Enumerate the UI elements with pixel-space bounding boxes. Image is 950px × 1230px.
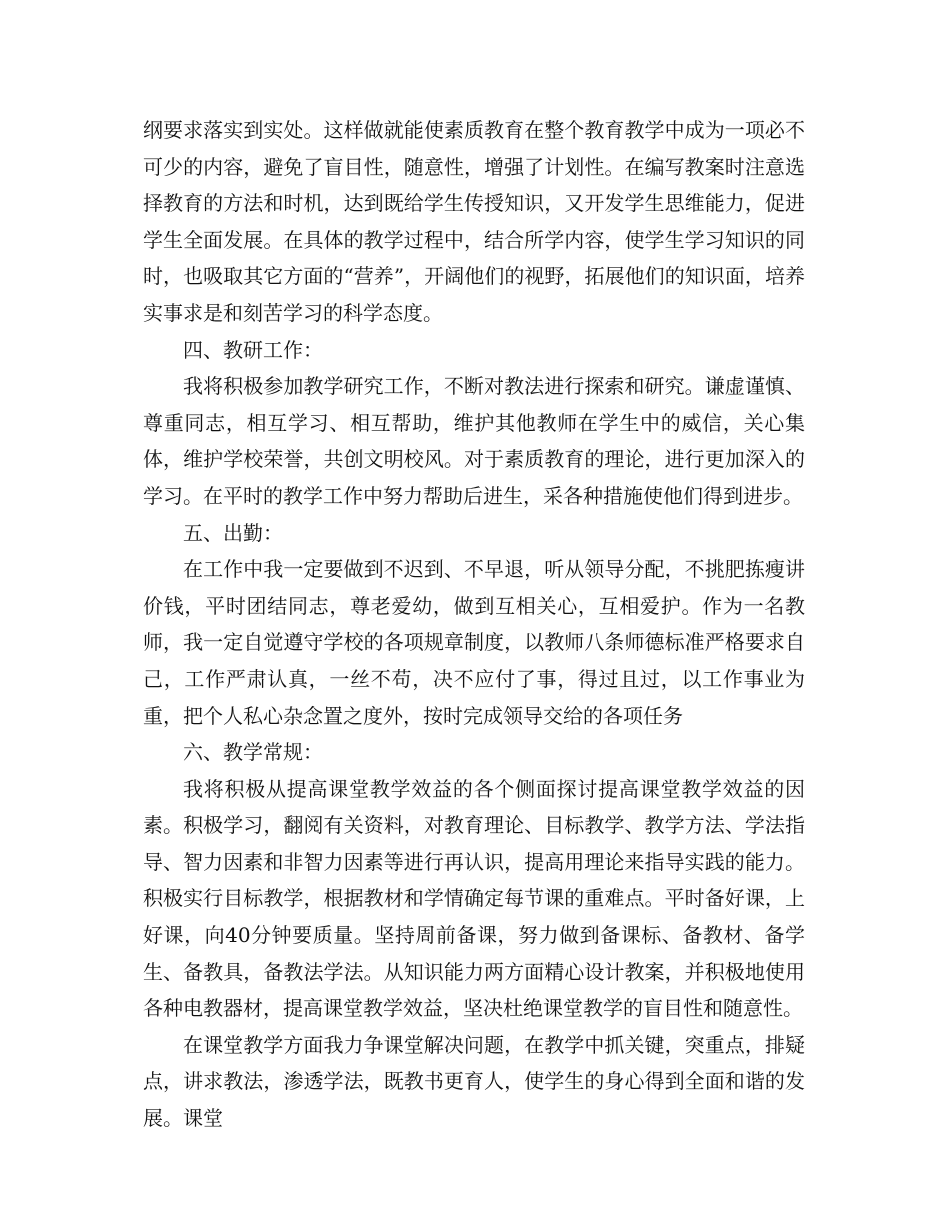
paragraph: 在课堂教学方面我力争课堂解决问题，在教学中抓关键，突重点，排疑点，讲求教法，渗透学法，既教书更育人，使学生的身心得到全面和谐的发展。课堂: [143, 1032, 805, 1131]
paragraph: 在工作中我一定要做到不迟到、不早退，听从领导分配，不挑肥拣瘦讲价钱，平时团结同志，尊老爱幼，做到互相关心，互相爱护。作为一名教师，我一定自觉遵守学校的各项规章制度，以教师八条师德标准严格要求自己，工作严肃认真，一丝不苟，决不应付了事，得过且过，以工作事业为重，把个人私心杂念置之度外，按时完成领导交给的各项任务: [143, 557, 805, 728]
paragraph: 纲要求落实到实处。这样做就能使素质教育在整个教育教学中成为一项必不可少的内容，避免了盲目性，随意性，增强了计划性。在编写教案时注意选择教育的方法和时机，达到既给学生传授知识，又开发学生思维能力，促进学生全面发展。在具体的教学过程中，结合所学内容，使学生学习知识的同时，也吸取其它方面的“营养”，开阔他们的视野，拓展他们的知识面，培养实事求是和刻苦学习的科学态度。: [143, 118, 805, 325]
paragraph: 我将积极参加教学研究工作，不断对教法进行探索和研究。谦虚谨慎、尊重同志，相互学习、相互帮助，维护其他教师在学生中的威信，关心集体，维护学校荣誉，共创文明校风。对于素质教育的理论，进行更加深入的学习。在平时的教学工作中努力帮助后进生，采各种措施使他们得到进步。: [143, 374, 805, 508]
section-heading-jiaoxue-changgui: 六、教学常规：: [183, 740, 323, 765]
document-body: [143, 112, 805, 1137]
paragraph: 我将积极从提高课堂教学效益的各个侧面探讨提高课堂教学效益的因素。积极学习，翻阅有关资料，对教育理论、目标教学、教学方法、学法指导、智力因素和非智力因素等进行再认识，提高用理论来指导实践的能力。积极实行目标教学，根据教材和学情确定每节课的重难点。平时备好课，上好课，向40分钟要质量。坚持周前备课，努力做到备课标、备教材、备学生、备教具，备教法学法。从知识能力两方面精心设计教案，并积极地使用各种电教器材，提高课堂教学效益，坚决杜绝课堂教学的盲目性和随意性。: [143, 776, 805, 1021]
section-heading-chuqin: 五、出勤：: [183, 520, 283, 545]
section-heading-jiaoyan: 四、教研工作：: [183, 337, 323, 362]
